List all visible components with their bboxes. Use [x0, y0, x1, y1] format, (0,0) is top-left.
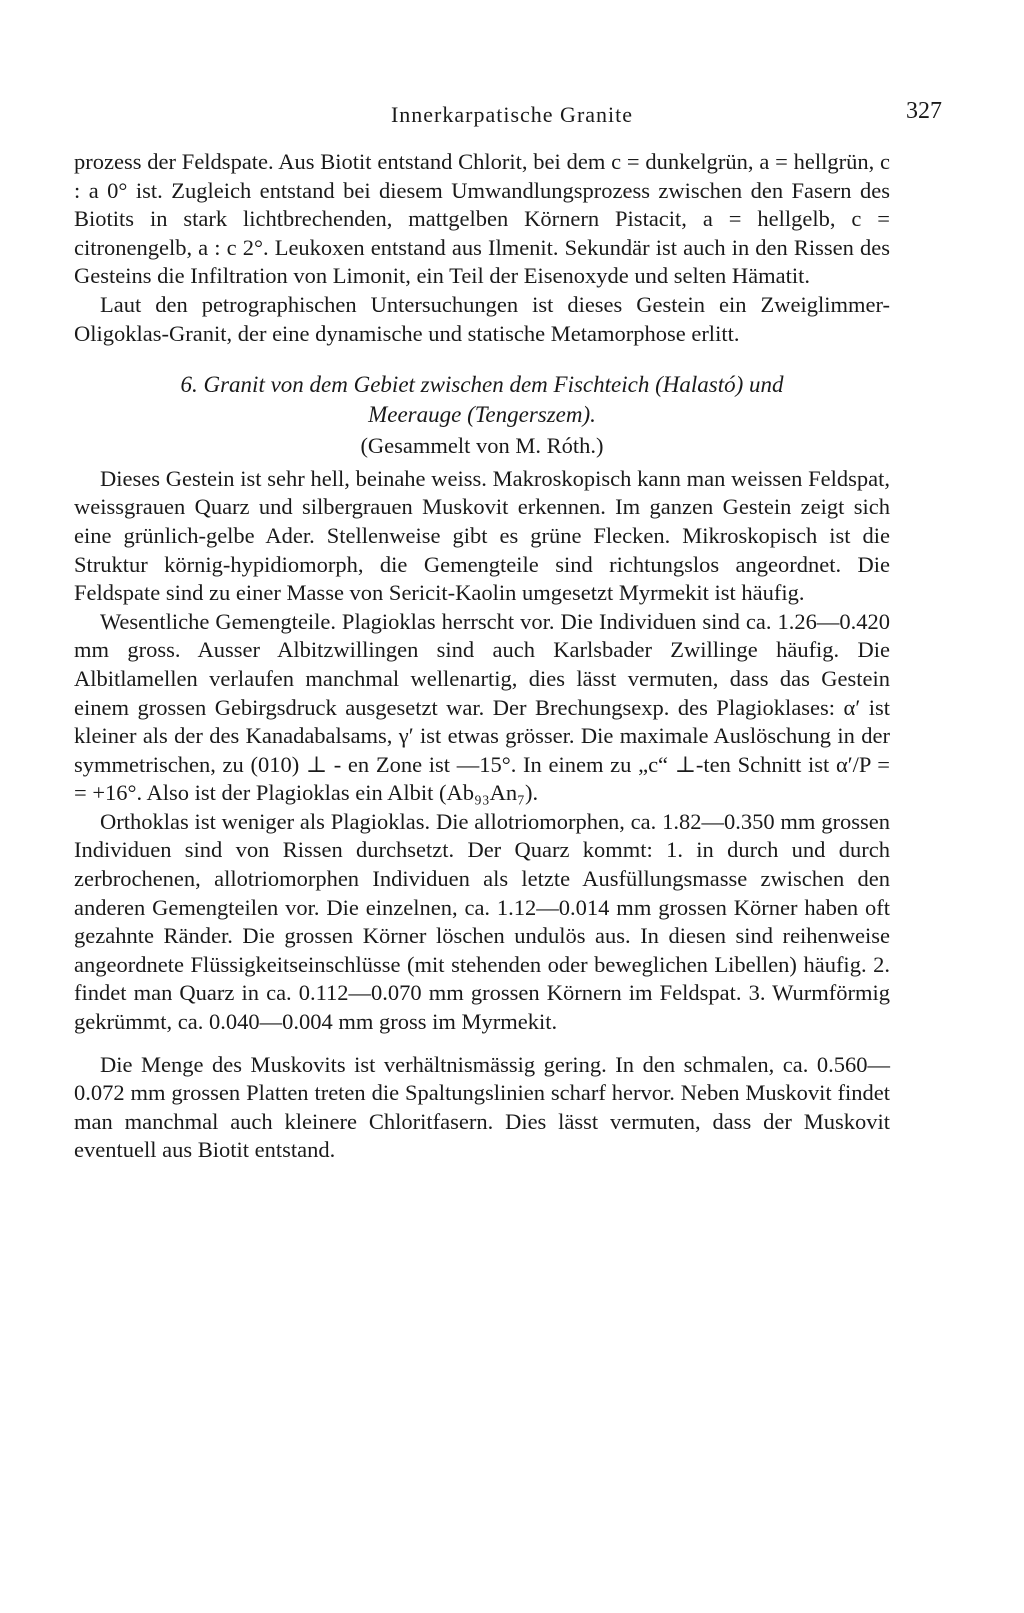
paragraph-conclusion: Laut den petrographischen Untersuchungen ist dieses Gestein ein Zweiglimmer-Oligoklas-Granit, der eine dynamische und statische Metamorphose erlitt.: [74, 291, 890, 346]
paragraph-muskovit: Die Menge des Muskovits ist verhältnismässig gering. In den schmalen, ca. 0.560—0.072 mm grossen Platten treten die Spaltungslinien scharf hervor. Neben Muskovit findet man manchmal auch kleinere Chloritfasern. Dies lässt vermuten, dass der Muskovit eventuell aus Biotit entstand.: [74, 1051, 890, 1163]
paragraph-orthoklas-quarz: Orthoklas ist weniger als Plagioklas. Die allotriomorphen, ca. 1.82—0.350 mm grossen Individuen sind von Rissen durchsetzt. Der Quarz kommt: 1. in durch und durch zerbrochenen, allotriomorphen Individuen als letzte Ausfüllungsmasse zwischen den anderen Gemengteilen vor. Die einzelnen, ca. 1.12—0.014 mm grossen Körner haben oft gezahnte Ränder. Die grossen Körner löschen undulös aus. In diesen sind reihenweise angeordnete Flüssigkeitseinschlüsse (mit stehenden oder beweglichen Libellen) häufig. 2. findet man Quarz in ca. 0.112—0.070 mm grossen Körnern im Feldspat. 3. Wurmförmig gekrümmt, ca. 0.040—0.004 mm gross im Myrmekit.: [74, 808, 890, 1035]
paragraph-macroscopic: Dieses Gestein ist sehr hell, beinahe weiss. Makroskopisch kann man weissen Feldspat, weissgrauen Quarz und silbergrauen Muskovit erkennen. Im ganzen Gestein zeigt sich eine grünlich-gelbe Ader. Stellenweise gibt es grüne Flecken. Mikroskopisch ist die Struktur körnig-hypidiomorph, die Gemengteile sind richtungslos angeordnet. Die Feldspate sind zu einer Masse von Sericit-Kaolin umgesetzt Myrmekit ist häufig.: [74, 465, 890, 606]
paragraph-chlorit: prozess der Feldspate. Aus Biotit entstand Chlorit, bei dem c = dunkelgrün, a = hellgrün, c : a 0° ist. Zugleich entstand bei diesem Umwandlungsprozess zwischen den Fasern des Biotits in stark lichtbrechenden, mattgelben Körnern Pistacit, a = hellgelb, c = citronengelb, a : c 2°. Leukoxen entstand aus Ilmenit. Sekundär ist auch in den Rissen des Gesteins die Infiltration von Limonit, ein Teil der Eisenoxyde und selten Hämatit.: [74, 149, 890, 289]
section-heading: [74, 370, 890, 430]
running-title: Innerkarpatische Granite: [390, 102, 634, 127]
collector-note: (Gesammelt von M. Róth.): [360, 433, 604, 459]
paragraph-plagioklas: Wesentliche Gemengteile. Plagioklas herrscht vor. Die Individuen sind ca. 1.26—0.420 mm gross. Ausser Albitzwillingen sind auch Karlsbader Zwillinge häufig. Die Albitlamellen verlaufen manchmal wellenartig, dies lässt vermuten, dass das Gestein einem grossen Gebirgsdruck ausgesetzt war. Der Brechungsexp. des Plagioklases: α′ ist kleiner als der des Kanadabalsams, γ′ ist etwas grösser. Die maximale Auslöschung in der symmetrischen, zu (010) ⊥ - en Zone ist —15°. In einem zu „c“ ⊥-ten Schnitt ist α′/P = = +16°. Also ist der Plagioklas ein Albit (Ab₉₃An₇).: [74, 608, 890, 806]
page-header: [60, 98, 964, 138]
section-heading-line2: Meerauge (Tengerszem).: [368, 402, 596, 428]
section-heading-line1: 6. Granit von dem Gebiet zwischen dem Fischteich (Halastó) und: [180, 372, 784, 398]
page-number: 327: [906, 98, 942, 124]
page-body: [74, 148, 890, 1165]
